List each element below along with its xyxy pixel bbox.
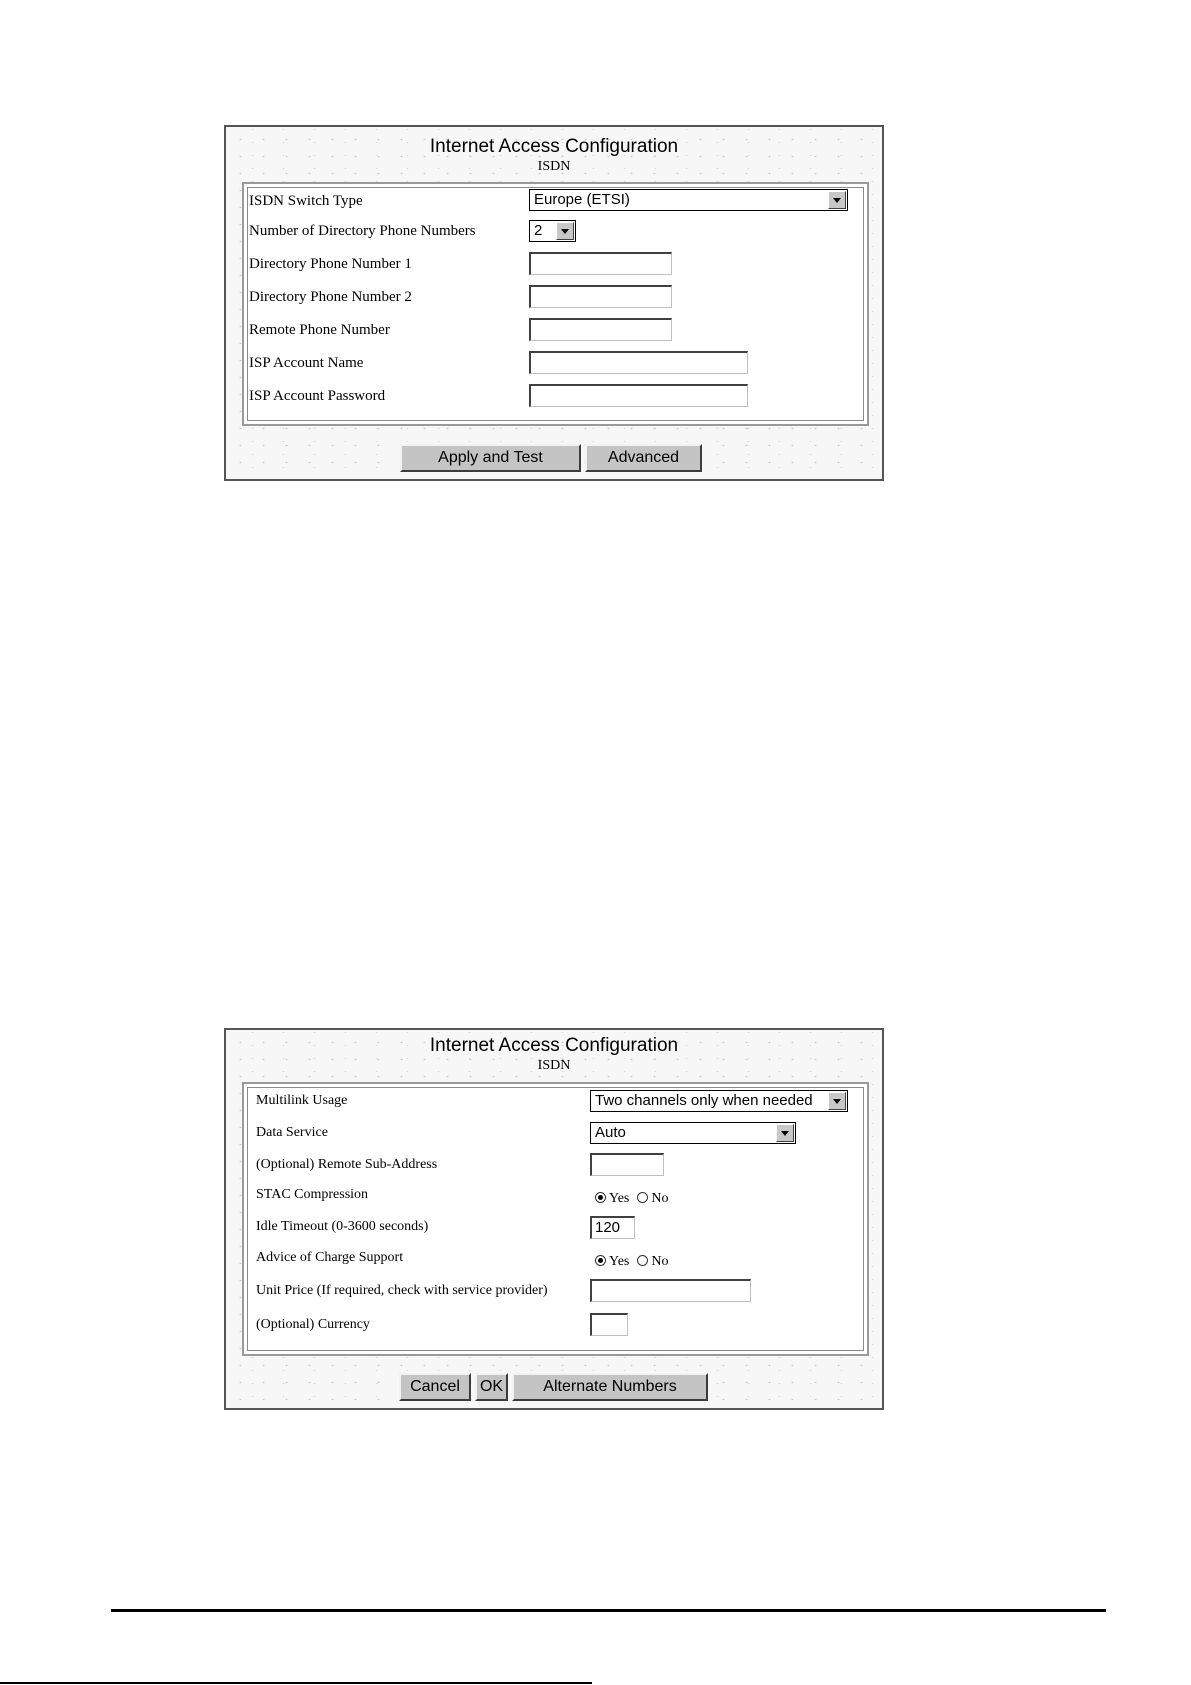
aoc-no-radio[interactable] [637, 1255, 648, 1266]
alternate-numbers-button[interactable]: Alternate Numbers [512, 1373, 708, 1401]
aoc-no-label: No [651, 1254, 669, 1269]
num-dir-value: 2 [534, 222, 543, 239]
stac-label: STAC Compression [256, 1187, 369, 1202]
data-service-select[interactable] [590, 1122, 796, 1144]
panel-title: Internet Access Configuration [429, 136, 679, 157]
switch-type-value: Europe (ETSI) [534, 191, 630, 208]
dir2-label: Directory Phone Number 2 [249, 289, 412, 305]
isdn-config-panel-1 [224, 125, 884, 481]
currency-input[interactable] [590, 1313, 628, 1336]
remote-input[interactable] [529, 318, 672, 341]
multilink-label: Multilink Usage [256, 1093, 348, 1108]
aoc-yes-label: Yes [609, 1254, 630, 1269]
dir2-input[interactable] [529, 285, 672, 308]
stac-yes-label: Yes [609, 1191, 630, 1206]
sub-address-input[interactable] [590, 1153, 664, 1176]
apply-and-test-button[interactable]: Apply and Test [400, 444, 581, 472]
multilink-value: Two channels only when needed [595, 1092, 813, 1109]
num-dir-label: Number of Directory Phone Numbers [249, 223, 476, 239]
switch-type-label: ISDN Switch Type [249, 193, 363, 209]
password-label: ISP Account Password [249, 388, 386, 404]
panel-subtitle: ISDN [537, 1058, 571, 1073]
chevron-down-icon[interactable] [828, 1092, 846, 1110]
aoc-label: Advice of Charge Support [256, 1250, 404, 1265]
data-service-value: Auto [595, 1124, 626, 1141]
idle-timeout-label: Idle Timeout (0-3600 seconds) [256, 1219, 429, 1234]
panel-subtitle: ISDN [537, 159, 571, 174]
stac-no-radio[interactable] [637, 1192, 648, 1203]
chevron-down-icon[interactable] [556, 222, 574, 240]
panel-title: Internet Access Configuration [429, 1035, 679, 1056]
chevron-down-icon[interactable] [828, 191, 846, 209]
advanced-button[interactable]: Advanced [585, 444, 702, 472]
footer-rule [111, 1609, 1106, 1612]
remote-label: Remote Phone Number [249, 322, 390, 338]
stac-radio-group [595, 1191, 677, 1207]
stac-yes-radio[interactable] [595, 1192, 606, 1203]
switch-type-select[interactable] [529, 189, 848, 211]
cancel-button[interactable]: Cancel [399, 1373, 471, 1401]
chevron-down-icon[interactable] [776, 1124, 794, 1142]
account-label: ISP Account Name [249, 355, 364, 371]
unit-price-label: Unit Price (If required, check with service provider) [256, 1283, 548, 1298]
dir1-label: Directory Phone Number 1 [249, 256, 412, 272]
multilink-select[interactable] [590, 1090, 848, 1112]
dir1-input[interactable] [529, 252, 672, 275]
aoc-yes-radio[interactable] [595, 1255, 606, 1266]
ok-button[interactable]: OK [475, 1373, 508, 1401]
data-service-label: Data Service [256, 1125, 328, 1140]
aoc-radio-group [595, 1254, 677, 1270]
num-dir-select[interactable] [529, 220, 576, 242]
stac-no-label: No [651, 1191, 669, 1206]
account-input[interactable] [529, 351, 748, 374]
isdn-config-panel-2 [224, 1028, 884, 1410]
currency-label: (Optional) Currency [256, 1317, 370, 1332]
unit-price-input[interactable] [590, 1279, 751, 1302]
sub-address-label: (Optional) Remote Sub-Address [256, 1157, 438, 1172]
password-input[interactable] [529, 384, 748, 407]
idle-timeout-input[interactable]: 120 [590, 1216, 635, 1239]
footnote-rule [0, 1682, 592, 1684]
